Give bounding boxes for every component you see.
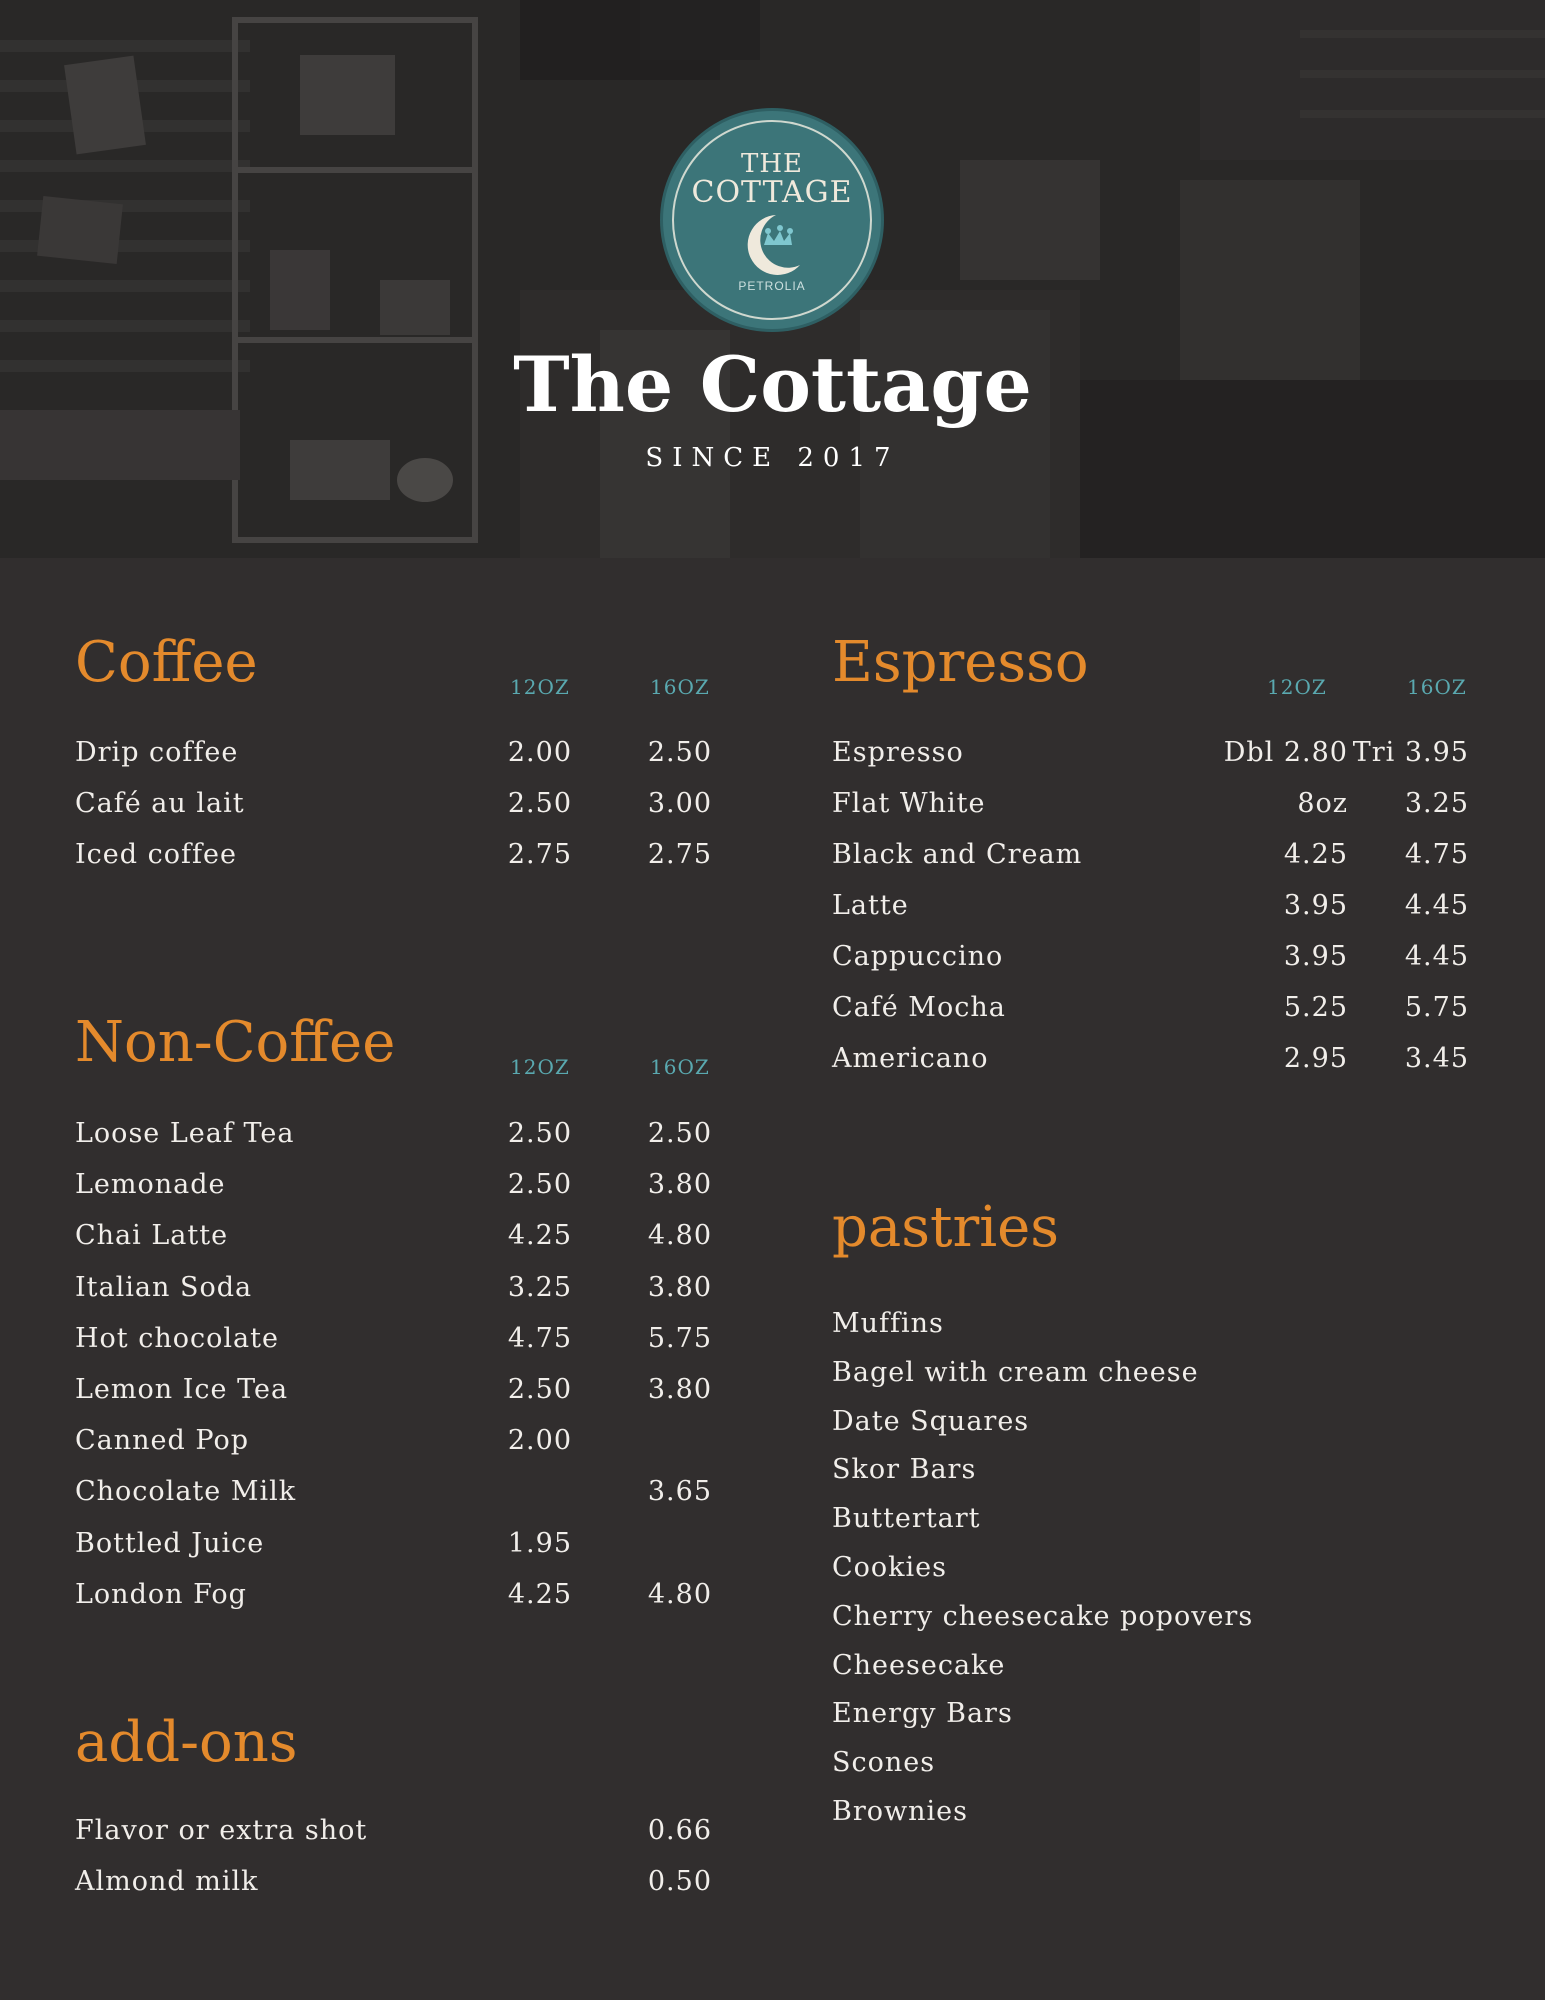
menu-item-row xyxy=(75,1425,712,1469)
menu-item-row xyxy=(75,1272,712,1316)
price-16oz: 3.65 xyxy=(647,1476,712,1508)
menu-item-row xyxy=(832,839,1469,883)
pastry-item: Brownies xyxy=(832,1796,968,1827)
menu-item-row xyxy=(832,1043,1469,1087)
price-16oz: 0.50 xyxy=(647,1866,712,1897)
menu-item-row xyxy=(75,1374,712,1418)
menu-item-name: Flat White xyxy=(832,788,986,819)
menu-item-name: Americano xyxy=(832,1043,989,1074)
menu-item-row xyxy=(75,1528,712,1572)
espresso-size-16oz: 16OZ xyxy=(1407,675,1467,699)
logo-text-petrolia: PETROLIA xyxy=(738,279,806,293)
price-12oz: 2.00 xyxy=(507,737,572,768)
menu-item-row xyxy=(832,941,1469,985)
price-12oz: 2.50 xyxy=(507,1169,572,1201)
price-12oz: 4.25 xyxy=(507,1220,572,1252)
menu-item-row xyxy=(75,1169,712,1213)
cottage-logo xyxy=(663,111,881,329)
menu-item-row xyxy=(832,788,1469,832)
pastry-item: Scones xyxy=(832,1747,936,1779)
price-16oz: 0.66 xyxy=(647,1815,712,1846)
menu-item-name: Bottled Juice xyxy=(75,1527,265,1559)
menu-item-name: Café Mocha xyxy=(832,992,1006,1023)
menu-item-name: Iced coffee xyxy=(75,839,237,870)
menu-item-name: Chai Latte xyxy=(75,1220,229,1252)
price-12oz: 3.25 xyxy=(507,1271,572,1303)
price-12oz: Dbl 2.80 xyxy=(1223,737,1348,768)
menu-item-row xyxy=(75,1815,712,1859)
price-16oz: 2.50 xyxy=(647,737,712,768)
menu-item-name: Chocolate Milk xyxy=(75,1476,297,1508)
pastry-item: Date Squares xyxy=(832,1405,1030,1437)
price-16oz: 3.80 xyxy=(647,1374,712,1405)
price-12oz: 2.50 xyxy=(507,1118,572,1149)
non-coffee-size-12oz: 12OZ xyxy=(510,1055,570,1079)
logo-text-cottage: COTTAGE xyxy=(691,175,853,210)
price-12oz: 4.75 xyxy=(507,1322,572,1354)
pastry-item: Skor Bars xyxy=(832,1454,977,1486)
menu-item-row xyxy=(75,1118,712,1162)
price-16oz: 4.45 xyxy=(1404,890,1469,921)
price-12oz: 2.50 xyxy=(507,788,572,819)
price-16oz: 3.00 xyxy=(647,788,712,819)
menu-item-name: Italian Soda xyxy=(75,1271,253,1303)
price-16oz: 3.45 xyxy=(1404,1043,1469,1074)
price-12oz: 2.75 xyxy=(507,839,572,870)
menu-item-name: Latte xyxy=(832,890,909,921)
price-12oz: 3.95 xyxy=(1283,941,1348,972)
price-16oz: 2.50 xyxy=(647,1118,712,1149)
pastry-item: Cookies xyxy=(832,1552,947,1583)
section-title-coffee: Coffee xyxy=(75,630,258,695)
price-12oz: 5.25 xyxy=(1283,992,1348,1023)
price-12oz: 4.25 xyxy=(507,1578,572,1610)
price-16oz: 4.45 xyxy=(1404,941,1469,972)
price-12oz: 2.00 xyxy=(507,1425,572,1457)
price-16oz: 3.80 xyxy=(647,1271,712,1303)
menu-item-name: Flavor or extra shot xyxy=(75,1815,368,1846)
section-title-add-ons: add-ons xyxy=(75,1710,298,1775)
menu-item-row xyxy=(75,788,712,832)
price-16oz: 4.75 xyxy=(1404,839,1469,870)
coffee-size-12oz: 12OZ xyxy=(510,675,570,699)
price-16oz: 5.75 xyxy=(1404,992,1469,1023)
price-16oz: 2.75 xyxy=(647,839,712,870)
menu-item-name: Drip coffee xyxy=(75,737,239,768)
page-subtitle: SINCE 2017 xyxy=(645,443,900,473)
menu-item-row xyxy=(832,737,1469,781)
logo-text-the: THE xyxy=(741,149,803,179)
price-16oz: 5.75 xyxy=(647,1322,712,1354)
non-coffee-size-16oz: 16OZ xyxy=(650,1055,710,1079)
menu-item-row xyxy=(832,890,1469,934)
page-title: The Cottage xyxy=(513,340,1032,429)
menu-item-name: Lemonade xyxy=(75,1169,226,1201)
menu-item-row xyxy=(75,1866,712,1910)
menu-item-row xyxy=(75,1476,712,1520)
price-16oz: Tri 3.95 xyxy=(1352,737,1469,768)
pastry-item: Muffins xyxy=(832,1308,944,1339)
menu-item-name: Cappuccino xyxy=(832,941,1004,972)
menu-item-name: Espresso xyxy=(832,737,964,768)
price-16oz: 3.25 xyxy=(1404,788,1469,819)
menu-item-row xyxy=(75,1579,712,1623)
menu-item-name: Black and Cream xyxy=(832,839,1083,870)
pastry-item: Cherry cheesecake popovers xyxy=(832,1600,1254,1632)
menu-item-name: Café au lait xyxy=(75,788,245,819)
price-12oz: 8oz xyxy=(1297,788,1348,819)
price-16oz: 3.80 xyxy=(647,1169,712,1201)
pastry-item: Buttertart xyxy=(832,1503,981,1535)
price-12oz: 1.95 xyxy=(507,1527,572,1559)
crown-crescent-icon xyxy=(738,211,806,277)
price-16oz: 4.80 xyxy=(647,1220,712,1252)
menu-item-name: Lemon Ice Tea xyxy=(75,1374,289,1405)
espresso-size-12oz: 12OZ xyxy=(1267,675,1327,699)
section-title-non-coffee: Non-Coffee xyxy=(75,1010,396,1075)
section-title-espresso: Espresso xyxy=(832,630,1089,695)
menu-item-row xyxy=(75,737,712,781)
coffee-size-16oz: 16OZ xyxy=(650,675,710,699)
menu-item-row xyxy=(75,839,712,883)
price-12oz: 4.25 xyxy=(1283,839,1348,870)
price-12oz: 2.95 xyxy=(1283,1043,1348,1074)
menu-item-name: Loose Leaf Tea xyxy=(75,1118,295,1149)
menu-item-row xyxy=(75,1323,712,1367)
pastry-item: Energy Bars xyxy=(832,1698,1013,1730)
menu-item-name: London Fog xyxy=(75,1578,247,1610)
hero-banner xyxy=(0,0,1545,558)
menu-item-name: Almond milk xyxy=(75,1866,259,1897)
price-12oz: 2.50 xyxy=(507,1374,572,1405)
price-12oz: 3.95 xyxy=(1283,890,1348,921)
menu-item-row xyxy=(75,1220,712,1264)
pastry-item: Cheesecake xyxy=(832,1649,1006,1681)
price-16oz: 4.80 xyxy=(647,1578,712,1610)
menu-item-name: Canned Pop xyxy=(75,1425,249,1457)
section-title-pastries: pastries xyxy=(832,1195,1060,1260)
pastry-item: Bagel with cream cheese xyxy=(832,1356,1199,1388)
menu-item-row xyxy=(832,992,1469,1036)
menu-item-name: Hot chocolate xyxy=(75,1322,279,1354)
